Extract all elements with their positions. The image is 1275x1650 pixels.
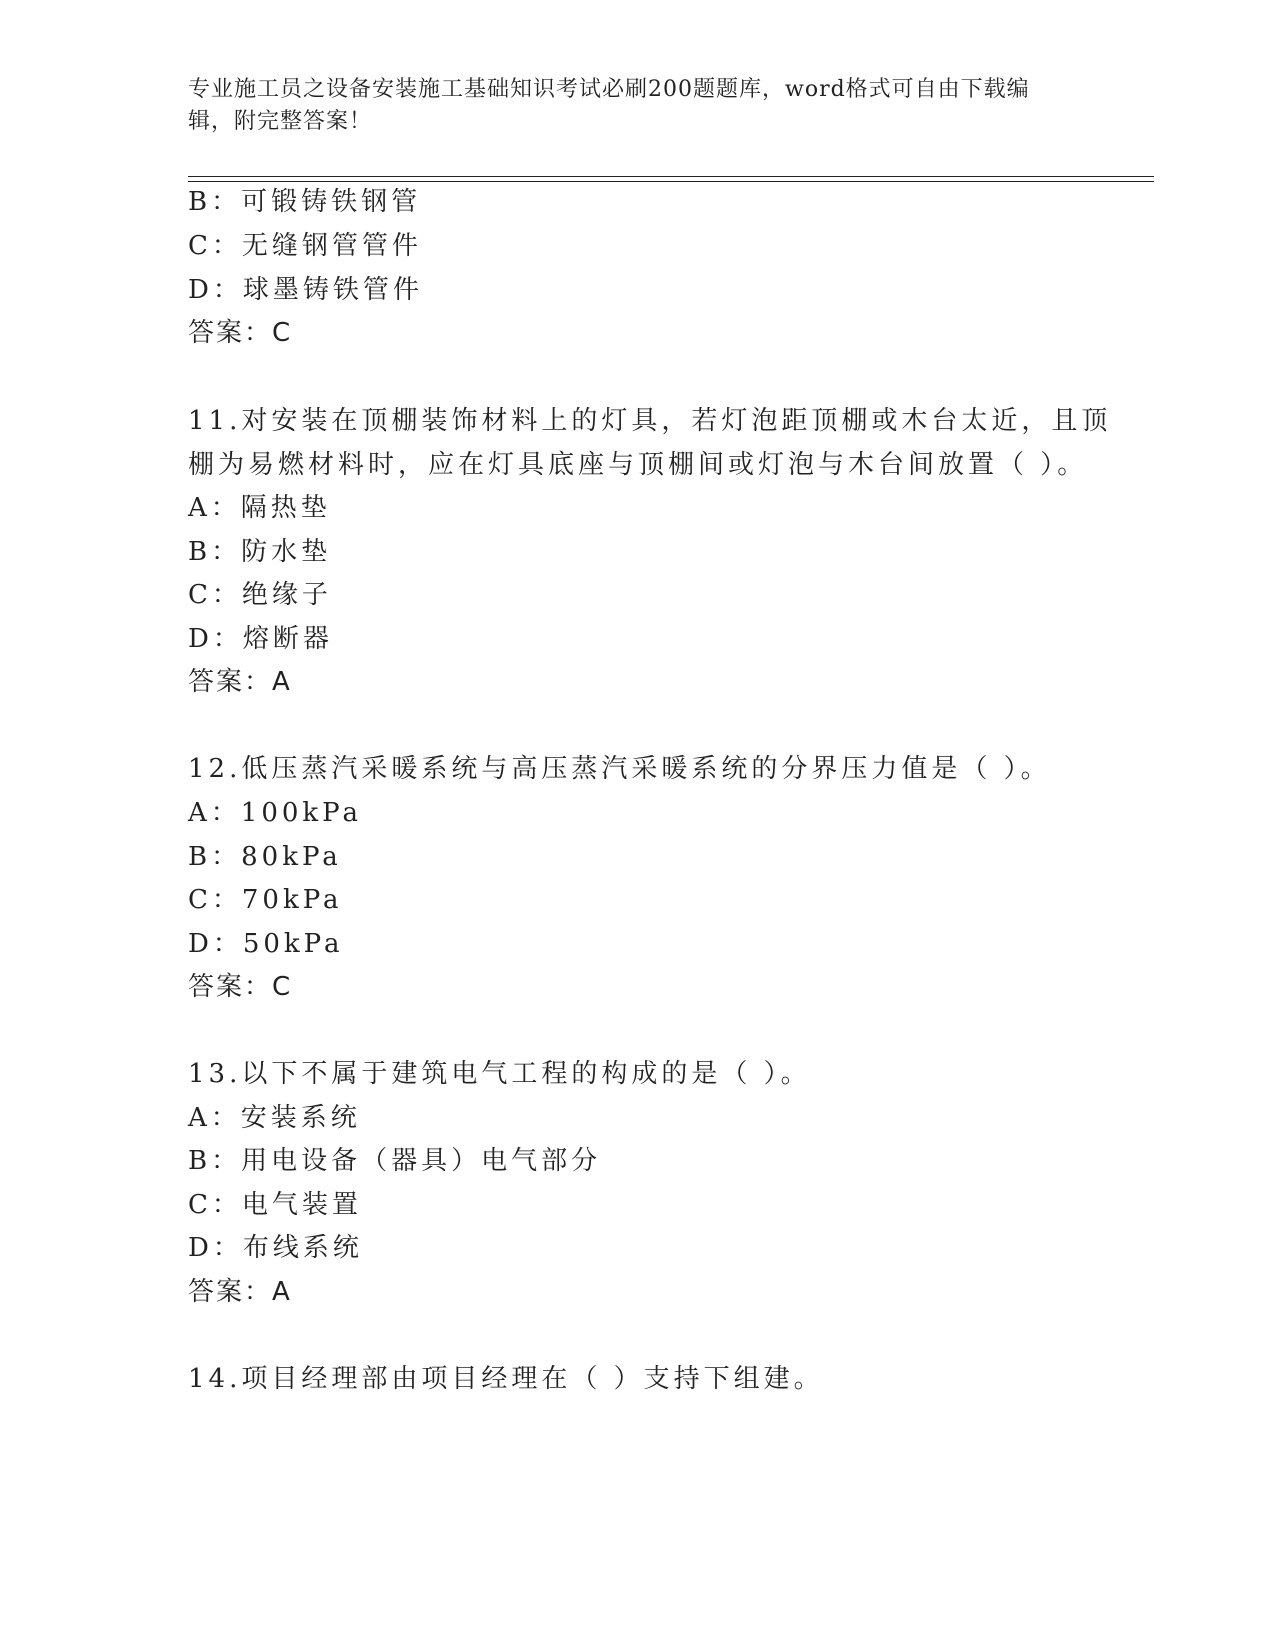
- option-a: A：100kPa: [188, 798, 362, 828]
- header-divider-bottom: [188, 181, 1154, 182]
- document-header: 专业施工员之设备安装施工基础知识考试必刷200题题库，word格式可自由下载编辑，附完整答案！: [188, 77, 1030, 134]
- option-b: B：用电设备（器具）电气部分: [188, 1146, 602, 1176]
- answer-line: 答案：C: [188, 972, 293, 1002]
- question-stem: 11.对安装在顶棚装饰材料上的灯具，若灯泡距顶棚或木台太近，且顶: [188, 406, 1112, 436]
- header-divider-top: [188, 176, 1154, 177]
- option-c: C：70kPa: [188, 885, 343, 915]
- question-stem: 14.项目经理部由项目经理在（ ）支持下组建。: [188, 1364, 824, 1394]
- question-stem: 12.低压蒸汽采暖系统与高压蒸汽采暖系统的分界压力值是（ ）。: [188, 754, 1051, 784]
- option-a: A：隔热垫: [188, 493, 331, 523]
- option-c: C：无缝钢管管件: [188, 231, 422, 261]
- option-d: D：球墨铸铁管件: [188, 275, 423, 305]
- option-d: D：熔断器: [188, 624, 333, 654]
- option-b: B：可锻铸铁钢管: [188, 187, 422, 217]
- question-stem-continued: 棚为易燃材料时，应在灯具底座与顶棚间或灯泡与木台间放置（ ）。: [188, 450, 1088, 480]
- option-b: B：防水垫: [188, 537, 332, 567]
- option-a: A：安装系统: [188, 1103, 361, 1133]
- answer-line: 答案：A: [188, 667, 292, 697]
- option-d: D：50kPa: [188, 929, 344, 959]
- option-b: B：80kPa: [188, 842, 342, 872]
- answer-line: 答案：A: [188, 1277, 292, 1307]
- answer-line: 答案：C: [188, 318, 293, 348]
- option-c: C：绝缘子: [188, 580, 332, 610]
- question-stem: 13.以下不属于建筑电气工程的构成的是（ ）。: [188, 1059, 811, 1089]
- option-c: C：电气装置: [188, 1190, 362, 1220]
- option-d: D：布线系统: [188, 1233, 363, 1263]
